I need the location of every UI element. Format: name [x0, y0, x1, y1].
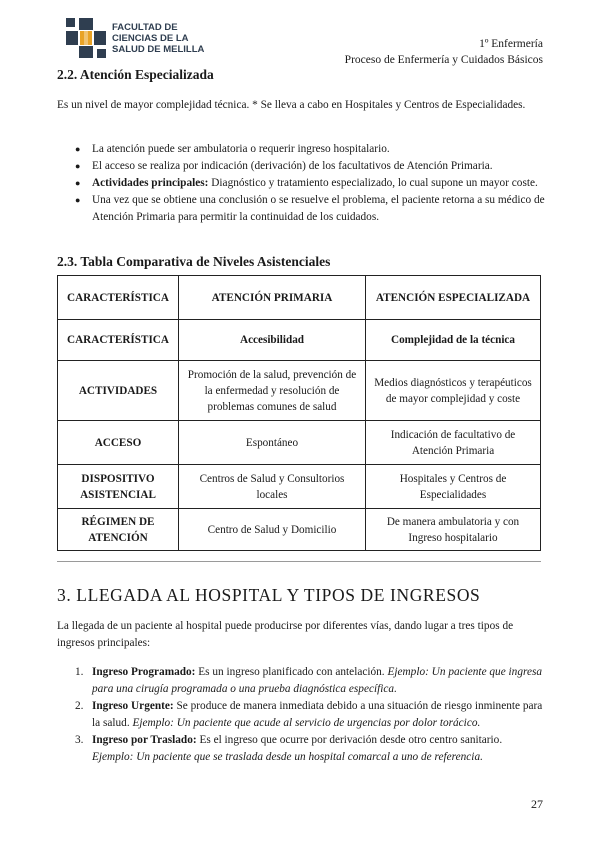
- table-header-cell: ATENCIÓN ESPECIALIZADA: [366, 276, 541, 320]
- section-divider: [57, 561, 541, 562]
- logo-text: FACULTAD DE CIENCIAS DE LA SALUD DE MELILLA: [112, 21, 205, 55]
- faculty-logo: [66, 18, 204, 58]
- section-title-2-2: 2.2. Atención Especializada: [57, 67, 214, 82]
- table-cell: Espontáneo: [179, 421, 366, 465]
- table-cell: Promoción de la salud, prevención de la enfermedad y resolución de problemas comunes de salud: [179, 361, 366, 421]
- table-cell: ACCESO: [58, 421, 179, 465]
- subject-label: Proceso de Enfermería y Cuidados Básicos: [344, 54, 543, 66]
- table-row: [58, 509, 541, 551]
- page-header: [345, 36, 543, 68]
- faculty-cross-icon: [66, 18, 106, 58]
- table-row: [58, 465, 541, 509]
- table-cell: ACTIVIDADES: [58, 361, 179, 421]
- table-cell: Indicación de facultativo de Atención Primaria: [366, 421, 541, 465]
- list-item: ● La atención puede ser ambulatoria o requerir ingreso hospitalario.: [57, 141, 545, 158]
- table-cell: Centros de Salud y Consultorios locales: [179, 465, 366, 509]
- table-cell: Accesibilidad: [179, 320, 366, 361]
- table-header-row: [58, 276, 541, 320]
- page-number: 27: [531, 797, 543, 811]
- list-item: 3. Ingreso por Traslado: Es el ingreso que ocurre por derivación desde otro centro sanitario. Ejemplo: Un paciente que se traslada desde un hospital comarcal a uno de referencia.: [75, 734, 503, 763]
- course-label: 1º Enfermería: [479, 38, 543, 50]
- chapter-heading: 3. LLEGADA AL HOSPITAL Y TIPOS DE INGRESOS: [57, 585, 481, 605]
- list-item: ● Una vez que se obtiene una conclusión o se resuelve el problema, el paciente retorna a su médico de Atención Primaria para permitir la continuidad de los cuidados.: [57, 192, 545, 226]
- table-cell: DISPOSITIVO ASISTENCIAL: [58, 465, 179, 509]
- list-item: ● Actividades principales: Diagnóstico y tratamiento especializado, lo cual supone un mayor coste.: [57, 175, 545, 192]
- table-cell: CARACTERÍSTICA: [58, 320, 179, 361]
- table-cell: Hospitales y Centros de Especialidades: [366, 465, 541, 509]
- section-2-2-bullet-list: [57, 141, 545, 226]
- comparison-table: [57, 275, 541, 551]
- table-cell: De manera ambulatoria y con Ingreso hospitalario: [366, 509, 541, 551]
- list-item: 2. Ingreso Urgente: Se produce de manera inmediata debido a una situación de riesgo inminente para la salud. Ejemplo: Un paciente que acude al servicio de urgencias por dolor torácico.: [75, 700, 543, 729]
- section-2-2-intro: Es un nivel de mayor complejidad técnica. * Se lleva a cabo en Hospitales y Centros de Especialidades.: [57, 99, 526, 111]
- admission-types-list: [57, 664, 543, 766]
- table-cell: RÉGIMEN DE ATENCIÓN: [58, 509, 179, 551]
- table-header-cell: CARACTERÍSTICA: [58, 276, 179, 320]
- table-cell: Centro de Salud y Domicilio: [179, 509, 366, 551]
- table-header-cell: ATENCIÓN PRIMARIA: [179, 276, 366, 320]
- table-cell: Complejidad de la técnica: [366, 320, 541, 361]
- table-row: [58, 320, 541, 361]
- list-item: ● El acceso se realiza por indicación (derivación) de los facultativos de Atención Primaria.: [57, 158, 545, 175]
- table-cell: Medios diagnósticos y terapéuticos de mayor complejidad y coste: [366, 361, 541, 421]
- table-row: [58, 421, 541, 465]
- table-row: [58, 361, 541, 421]
- section-3-intro: La llegada de un paciente al hospital puede producirse por diferentes vías, dando lugar a tres tipos de ingresos principales:: [57, 620, 514, 649]
- section-title-2-3: 2.3. Tabla Comparativa de Niveles Asistenciales: [57, 254, 331, 269]
- list-item: 1. Ingreso Programado: Es un ingreso planificado con antelación. Ejemplo: Un paciente que ingresa para una cirugía programada o una prueba diagnóstica específica.: [75, 666, 543, 695]
